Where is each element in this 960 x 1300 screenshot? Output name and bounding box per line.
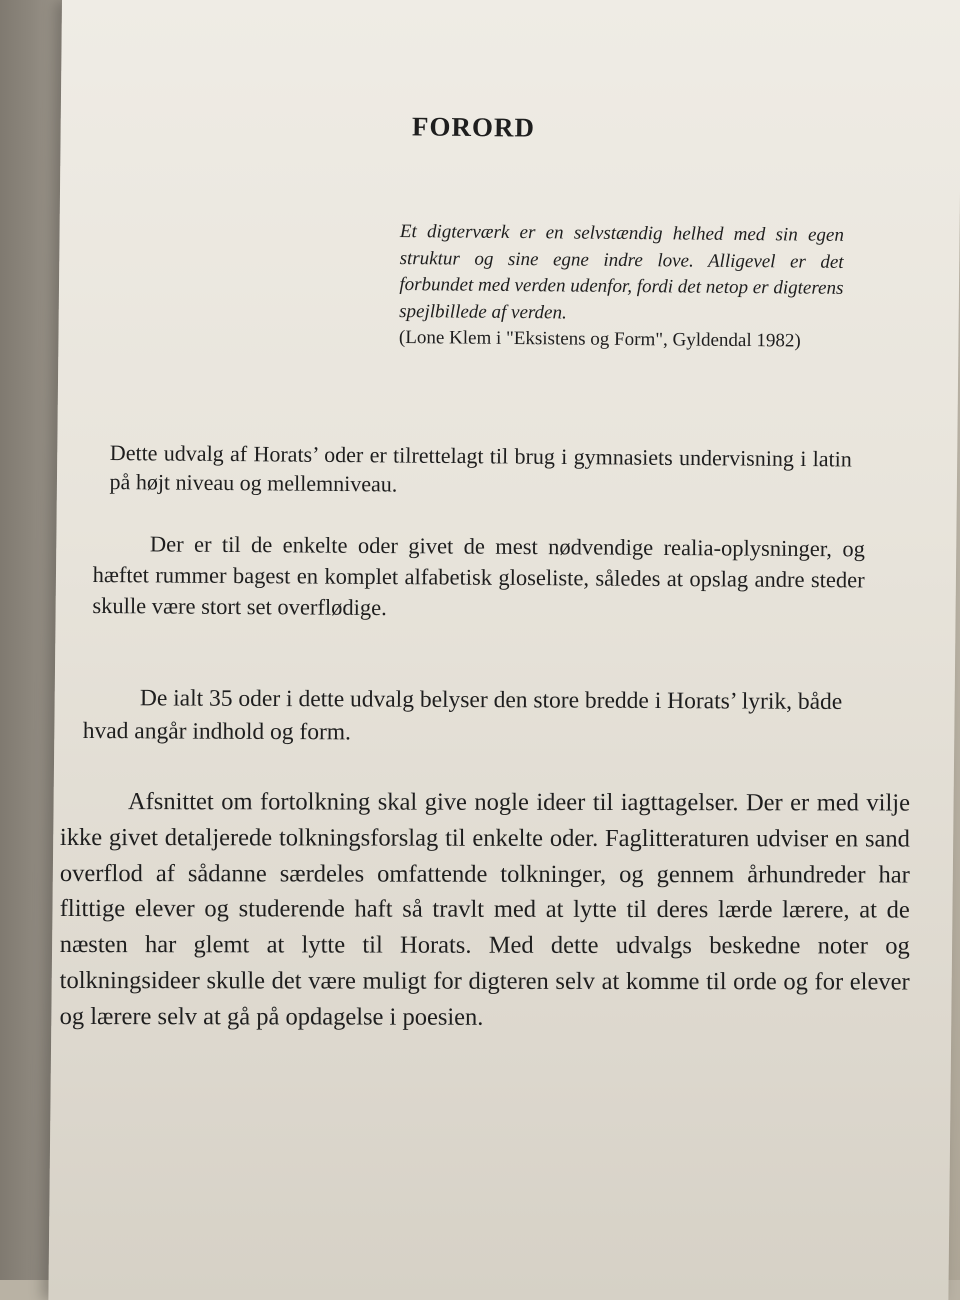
paragraph-1: Dette udvalg af Horats’ oder er tilrettelagt til brug i gymnasiets undervisning i latin på højt niveau og mellemniveau. <box>109 439 852 497</box>
paragraph-4: Afsnittet om fortolkning skal give nogle ideer til iagttagelser. Der er med vilje ikke givet detaljerede tolkningsforslag til enkelte oder. Faglitteraturen udviser en sand overflod af sådanne særdeles omfattende tolkninger, og gennem århundreder har flittige elever og studerende haft så travlt med at lytte til deres lærde lærere, at de næsten har glemt at lytte til Horats. Med dette udvalgs beskedne noter og tolkningsideer skulle det være muligt for digteren selv at komme til orde og for elever og lærere selv at gå på opdagelse i poesien. <box>59 788 910 1031</box>
epigraph-source: (Lone Klem i "Eksistens og Form", Gyldendal 1982) <box>398 326 801 352</box>
epigraph <box>399 219 844 355</box>
epigraph-quote: Et digterværk er en selvstændig helhed med sin egen struktur og sine egne indre love. Alligevel er det forbundet med verden udenfor, fordi det netop er digterens spejlbillede af verden. <box>399 220 844 323</box>
page-title: FORORD <box>411 111 536 143</box>
paragraph-3: De ialt 35 oder i dette udvalg belyser den store bredde i Horats’ lyrik, både hvad angår indhold og form. <box>82 685 843 746</box>
paragraph-2: Der er til de enkelte oder givet de mest nødvendige realia-oplysninger, og hæftet rummer bagest en komplet alfabetisk gloseliste, således at opslag andre steder skulle være stort set overflødige. <box>92 531 865 621</box>
